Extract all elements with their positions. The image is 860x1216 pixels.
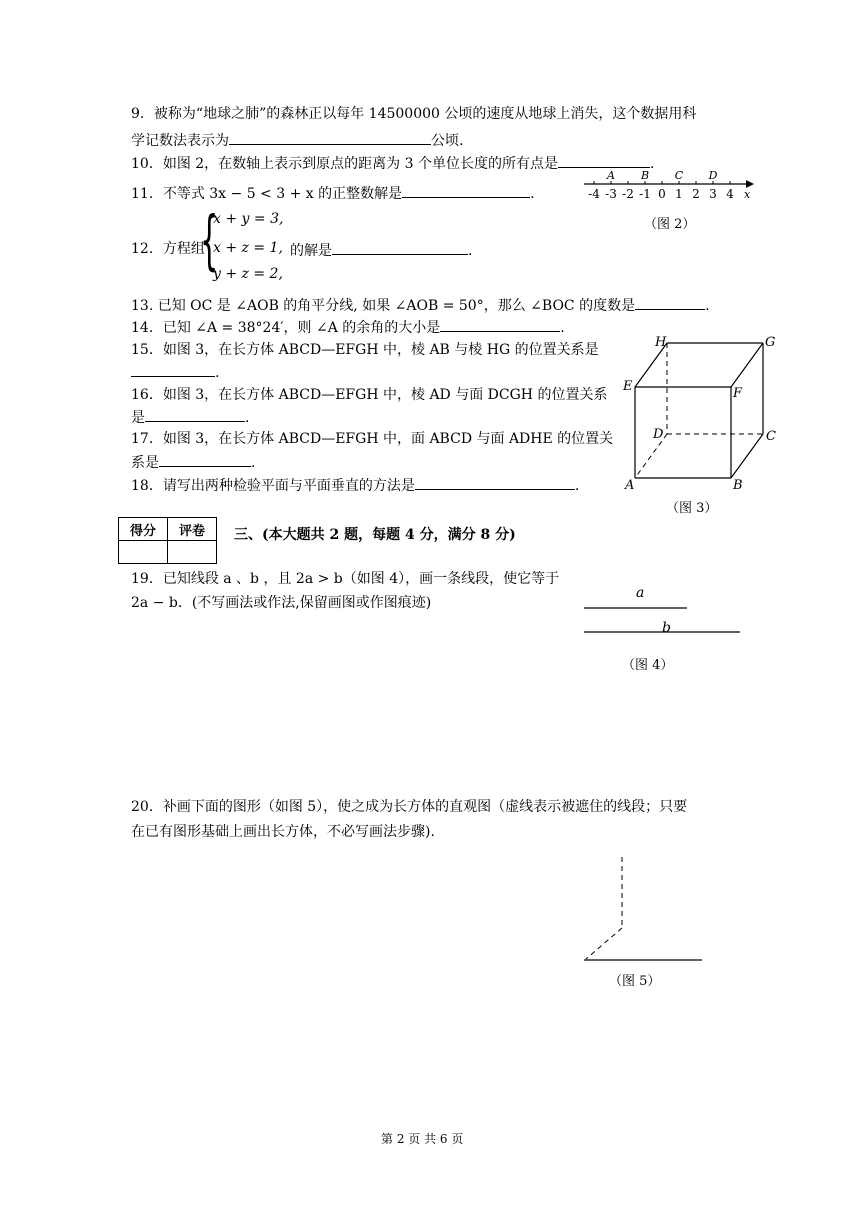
question-11-text: 11．不等式 3x − 5 < 3 + x 的正整数解是 — [131, 186, 403, 202]
question-15-line1: 15．如图 3，在长方体 ABCD—EFGH 中，棱 AB 与棱 HG 的位置关系是 — [131, 342, 599, 358]
tick-label: -2 — [622, 187, 634, 201]
question-19-line1: 19．已知线段 a 、b ，且 2a > b（如图 4），画一条线段，使它等于 — [131, 571, 560, 587]
figure-5-caption: （图 5） — [609, 974, 661, 989]
question-17-end: . — [251, 455, 256, 471]
vertex-label-b: B — [733, 478, 743, 493]
figure-3-caption: （图 3） — [666, 501, 718, 516]
question-10-text: 10．如图 2，在数轴上表示到原点的距离为 3 个单位长度的所有点是 — [131, 156, 558, 172]
question-12-end: . — [468, 243, 473, 259]
tick-label: 4 — [726, 187, 734, 201]
question-18-end: . — [574, 478, 580, 494]
vertex-label-e: E — [623, 379, 633, 394]
vertex-label-f: F — [733, 386, 743, 401]
vertex-label-a: A — [625, 478, 635, 493]
question-10 — [131, 153, 654, 173]
tick-label: -4 — [588, 187, 600, 201]
question-13-end: . — [705, 298, 710, 314]
equation-3: y + z = 2, — [213, 266, 283, 282]
answer-blank-14[interactable] — [440, 317, 560, 332]
answer-blank-17[interactable] — [159, 452, 251, 467]
vertex-label-g: G — [765, 335, 776, 350]
score-header: 得分 — [119, 518, 168, 541]
question-16-line2 — [131, 407, 249, 427]
question-12-answer — [290, 240, 472, 260]
question-14-end: . — [560, 320, 565, 336]
tick-label: 0 — [658, 187, 666, 201]
answer-blank-11[interactable] — [402, 183, 530, 198]
grader-header: 评卷 — [168, 518, 217, 541]
system-brace: { — [200, 204, 219, 278]
question-15-end: . — [215, 365, 220, 381]
question-9-line2 — [131, 130, 463, 150]
segment-label-a: a — [636, 585, 645, 601]
question-15-line2 — [131, 362, 219, 382]
tick-label: -1 — [639, 187, 651, 201]
question-17-line1: 17．如图 3，在长方体 ABCD—EFGH 中，面 ABCD 与面 ADHE 的位置关 — [131, 431, 614, 447]
question-9-line1: 9．被称为“地球之肺”的森林正以每年 14500000 公顷的速度从地球上消失，这个数据用科 — [131, 106, 697, 122]
figure-5-partial-cuboid — [584, 855, 714, 965]
answer-blank-13[interactable] — [635, 295, 705, 310]
question-17-line2 — [131, 452, 255, 472]
question-9-suffix: 公顷. — [431, 133, 464, 149]
question-16-prefix: 是 — [131, 410, 145, 426]
equation-2: x + z = 1, — [213, 240, 283, 256]
question-10-end: . — [649, 156, 655, 172]
section-3-title: 三、(本大题共 2 题，每题 4 分，满分 8 分) — [234, 527, 516, 543]
question-12-mid: 的解是 — [290, 243, 332, 259]
grader-cell[interactable] — [168, 541, 217, 564]
edge-fg — [731, 343, 763, 387]
axis-label-x: x — [744, 188, 751, 201]
figure-4-segments — [584, 584, 744, 634]
question-20-line1: 20．补画下面的图形（如图 5），使之成为长方体的直观图（虚线表示被遮住的线段；只要 — [131, 799, 688, 815]
figure-3-cuboid — [625, 332, 775, 492]
point-label-d: D — [708, 169, 718, 182]
tick-label: 1 — [675, 187, 683, 201]
edge-bc — [731, 434, 763, 478]
point-label-b: B — [640, 169, 650, 182]
point-label-c: C — [674, 169, 684, 182]
question-18-text: 18．请写出两种检验平面与平面垂直的方法是 — [131, 478, 415, 494]
point-label-a: A — [607, 169, 615, 182]
tick-label: 3 — [709, 187, 717, 201]
question-19-line2: 2a − b．(不写画法或作法,保留画图或作图痕迹) — [131, 595, 432, 611]
question-16-line1: 16．如图 3，在长方体 ABCD—EFGH 中，棱 AD 与面 DCGH 的位置关系 — [131, 387, 608, 403]
segment-label-b: b — [662, 620, 671, 636]
axis-arrow — [746, 180, 754, 188]
question-13 — [131, 295, 710, 315]
question-11-end: . — [530, 186, 535, 202]
question-16-end: . — [245, 410, 250, 426]
answer-blank-16[interactable] — [145, 407, 245, 422]
score-cell[interactable] — [119, 541, 168, 564]
score-table — [118, 517, 217, 564]
question-17-prefix: 系是 — [131, 455, 159, 471]
answer-blank-15[interactable] — [131, 362, 215, 377]
question-9-prefix: 学记数法表示为 — [131, 133, 229, 149]
answer-blank-10[interactable] — [558, 153, 650, 168]
question-11 — [131, 183, 535, 203]
equation-1: x + y = 3, — [213, 211, 284, 227]
figure-4-caption: （图 4） — [622, 658, 674, 673]
page-footer: 第 2 页 共 6 页 — [381, 1132, 464, 1146]
question-18 — [131, 475, 579, 495]
answer-blank-12[interactable] — [332, 240, 468, 255]
vertex-label-h: H — [655, 335, 667, 350]
question-14-text: 14．已知 ∠A = 38°24′，则 ∠A 的余角的大小是 — [131, 320, 441, 336]
question-14 — [131, 317, 565, 337]
vertex-label-c: C — [766, 429, 776, 444]
figure-2-number-line — [584, 168, 764, 202]
tick-label: 2 — [692, 187, 700, 201]
answer-blank-9[interactable] — [229, 130, 431, 145]
hidden-depth-edge — [586, 928, 622, 959]
question-12-prefix: 12．方程组 — [131, 241, 205, 257]
vertex-label-d: D — [653, 427, 664, 442]
answer-blank-18[interactable] — [415, 475, 575, 490]
question-13-text: 13. 已知 OC 是 ∠AOB 的角平分线, 如果 ∠AOB = 50°，那么 ∠BOC 的度数是 — [131, 298, 636, 314]
tick-label: -3 — [605, 187, 617, 201]
question-20-line2: 在已有图形基础上画出长方体，不必写画法步骤). — [131, 824, 435, 840]
figure-2-caption: （图 2） — [644, 217, 696, 232]
